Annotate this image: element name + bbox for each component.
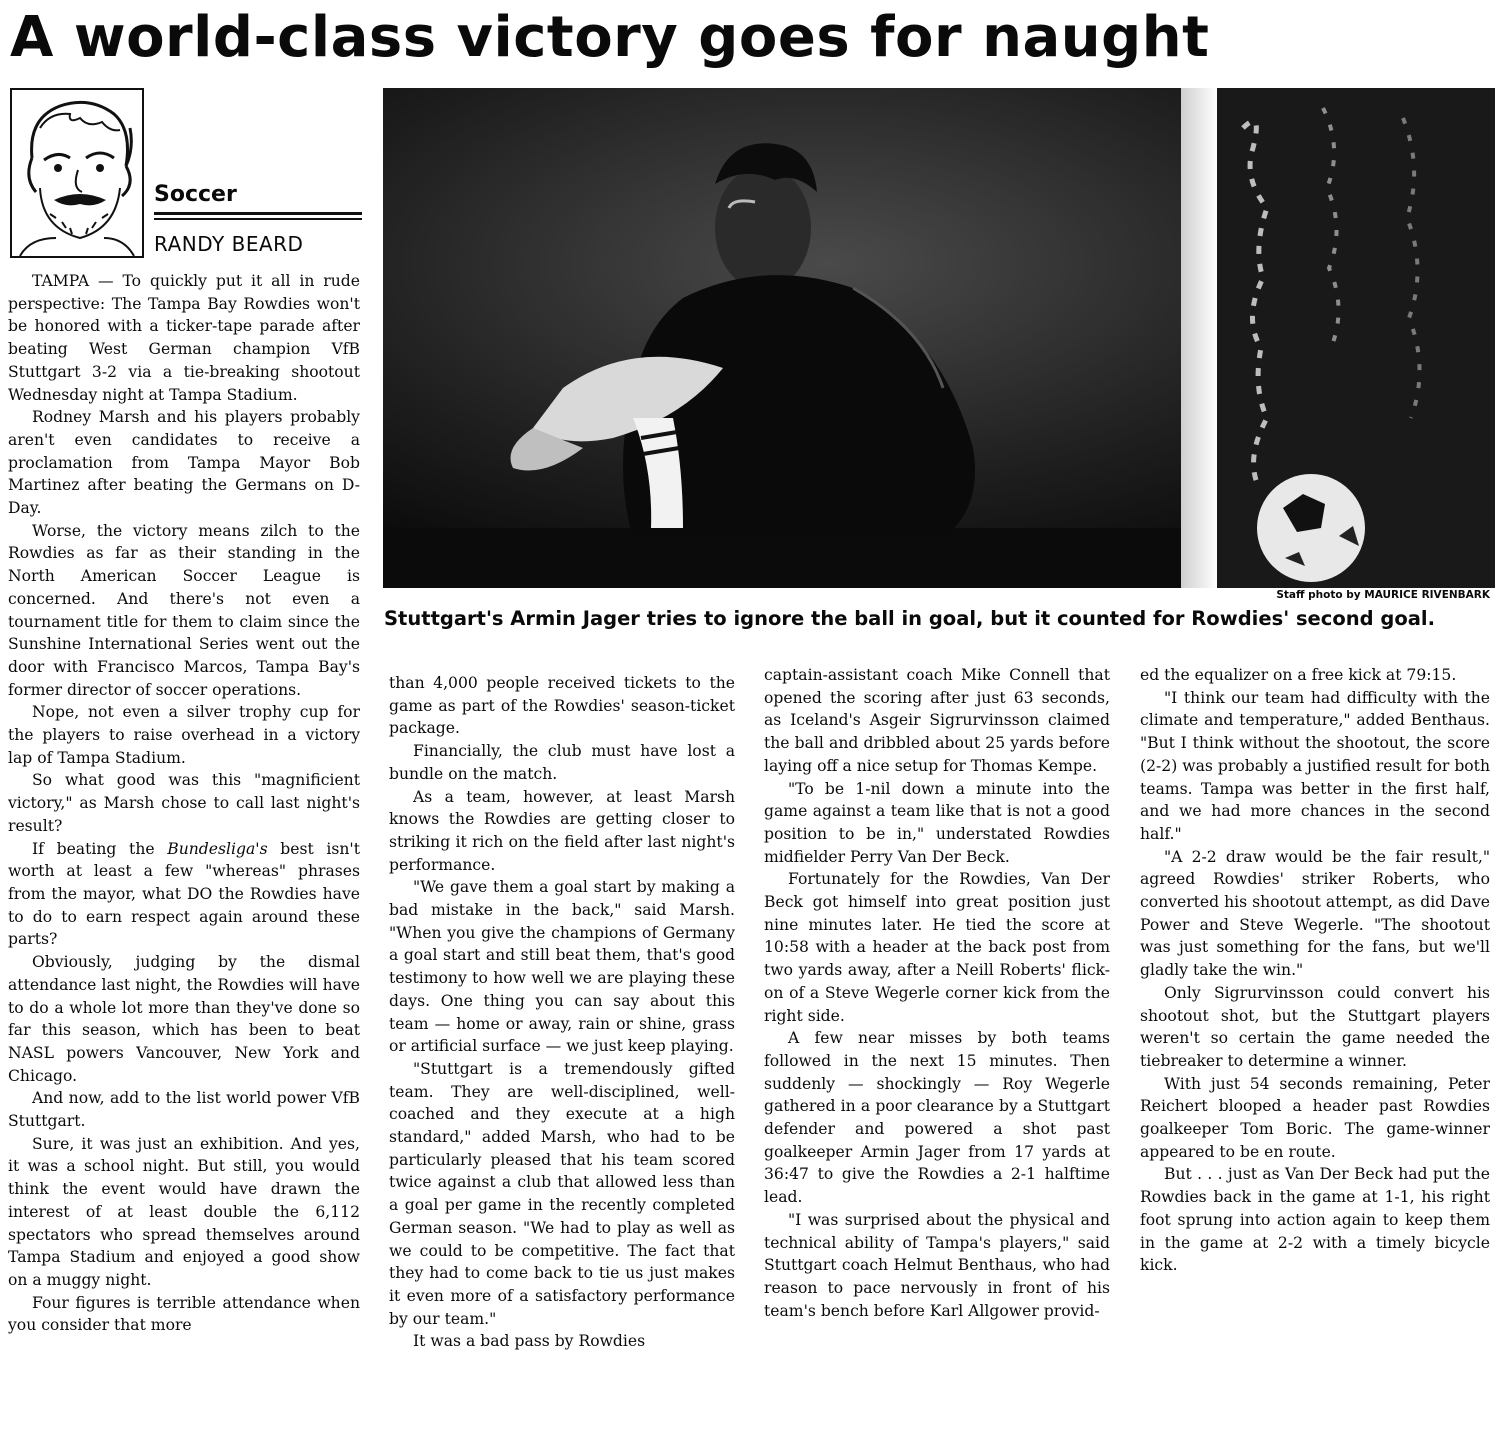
paragraph: Only Sigrurvinsson could convert his shootout shot, but the Stuttgart players weren't so certain the game needed the tiebreaker to determine a winner. <box>1140 983 1490 1070</box>
paragraph: Worse, the victory means zilch to the Rowdies as far as their standing in the North American Soccer League is concerned. And there's not even a tournament title for them to claim since the Sunshine International Series went out the door with Francisco Marcos, Tampa Bay's former director of soccer operations. <box>8 521 360 699</box>
byline: RANDY BEARD <box>154 232 304 256</box>
columnist-portrait-icon <box>10 88 144 258</box>
column-signature <box>6 84 356 264</box>
paragraph: "Stuttgart is a tremendously gifted team. They are well-disciplined, well-coached and they execute at a high standard," added Marsh, who had to be particularly pleased that his team scored twice against a club that allowed less than a goal per game in the recently completed German season. "We had to play as well as we could to be competitive. The fact that they had to come back to tie us just makes it even more of a satisfactory performance by our team." <box>389 1059 735 1328</box>
paragraph: Sure, it was just an exhibition. And yes, it was a school night. But still, you would think the event would have drawn the interest of at least double the 6,112 spectators who spread themselves around Tampa Stadium and enjoyed a good show on a muggy night. <box>8 1134 360 1289</box>
photo-goalkeeper-scene <box>383 88 1495 588</box>
paragraph: It was a bad pass by Rowdies <box>413 1332 646 1351</box>
paragraph: Obviously, judging by the dismal attendance last night, the Rowdies will have to do a whole lot more than they've done so far this season, which has been to beat NASL powers Vancouver, New York and Chicago. <box>8 953 360 1085</box>
photo-credit: Staff photo by MAURICE RIVENBARK <box>1276 589 1490 601</box>
paragraph: Rodney Marsh and his players probably aren't even candidates to receive a proclamation from Tampa Mayor Bob Martinez after beating the Germans on D-Day. <box>8 408 360 518</box>
section-rule-thin <box>154 218 362 220</box>
article-column-1 <box>8 270 360 1425</box>
paragraph: And now, add to the list world power VfB Stuttgart. <box>8 1089 360 1131</box>
paragraph: ed the equalizer on a free kick at 79:15. <box>1140 666 1457 684</box>
paragraph: With just 54 seconds remaining, Peter Reichert blooped a header past Rowdies goalkeeper Tom Boric. The game-winner appeared to be en route. <box>1140 1074 1490 1161</box>
section-label: Soccer <box>154 182 237 207</box>
section-rule <box>154 212 362 215</box>
paragraph: than 4,000 people received tickets to the game as part of the Rowdies' season-ticket package. <box>389 674 735 738</box>
paragraph: "I was surprised about the physical and technical ability of Tampa's players," said Stuttgart coach Helmut Benthaus, who had reason to pace nervously in front of his team's bench before Karl Allgower provid- <box>764 1210 1110 1320</box>
paragraph: "I think our team had difficulty with the climate and temperature," added Benthaus. "But I think without the shootout, the score (2-2) was probably a justified result for both teams. Tampa was better in the first half, and we had more chances in the second half." <box>1140 688 1490 843</box>
headline: A world-class victory goes for naught <box>10 5 1210 70</box>
text-span: best isn't worth at least a few "whereas" phrases from the mayor, what DO the Rowdies have to do to earn respect again around these parts? <box>8 839 360 949</box>
news-photo <box>383 88 1495 588</box>
paragraph: "A 2-2 draw would be the fair result," agreed Rowdies' striker Roberts, who converted his shootout attempt, as did Dave Power and Steve Wegerle. "The shootout was just something for the fans, but we'll gladly take the win." <box>1140 847 1490 980</box>
article-column-2 <box>389 672 735 1425</box>
paragraph: captain-assistant coach Mike Connell that opened the scoring after just 63 seconds, as Iceland's Asgeir Sigrurvinsson claimed the ball and dribbled about 25 yards before laying off a nice setup for Thomas Kempe. <box>764 666 1110 775</box>
paragraph: "To be 1-nil down a minute into the game against a team like that is not a good position to be in," understated Rowdies midfielder Perry Van Der Beck. <box>764 779 1110 866</box>
paragraph: Fortunately for the Rowdies, Van Der Beck got himself into great position just nine minutes later. He tied the score at 10:58 with a header at the back post from two yards away, after a Neill Roberts' flick-on of a Steve Wegerle corner kick from the right side. <box>764 870 1110 1025</box>
paragraph: "We gave them a goal start by making a bad mistake in the back," said Marsh. "When you give the champions of Germany a goal start and still beat them, that's good testimony to how well we are playing these days. One thing you can say about this team — home or away, rain or shine, grass or artificial surface — we just keep playing. <box>389 878 735 1056</box>
italic-term: Bundesliga's <box>167 839 268 858</box>
paragraph: Financially, the club must have lost a bundle on the match. <box>389 742 735 783</box>
paragraph: A few near misses by both teams followed in the next 15 minutes. Then suddenly — shockingly — Roy Wegerle gathered in a poor clearance by a Stuttgart defender and powered a shot past goalkeeper Armin Jager from 17 yards at 36:47 to give the Rowdies a 2-1 halftime lead. <box>764 1029 1110 1207</box>
paragraph <box>8 838 360 952</box>
paragraph: So what good was this "magnificient victory," as Marsh chose to call last night's result? <box>8 771 360 835</box>
photo-caption: Stuttgart's Armin Jager tries to ignore the ball in goal, but it counted for Rowdies' second goal. <box>384 607 1435 630</box>
article-column-3 <box>764 664 1110 1425</box>
paragraph: Nope, not even a silver trophy cup for the players to raise overhead in a victory lap of Tampa Stadium. <box>8 703 360 767</box>
paragraph: But . . . just as Van Der Beck had put the Rowdies back in the game at 1-1, his right foot sprung into action again to keep them in the game at 2-2 with a timely bicycle kick. <box>1140 1165 1490 1275</box>
paragraph: As a team, however, at least Marsh knows the Rowdies are getting closer to striking it rich on the field after last night's performance. <box>389 787 735 874</box>
paragraph: TAMPA — To quickly put it all in rude perspective: The Tampa Bay Rowdies won't be honored with a ticker-tape parade after beating West German champion VfB Stuttgart 3-2 via a tie-breaking shootout Wednesday night at Tampa Stadium. <box>8 272 360 404</box>
article-column-4 <box>1140 664 1490 1425</box>
text-span: If beating the <box>32 839 168 858</box>
paragraph: Four figures is terrible attendance when you consider that more <box>8 1293 360 1335</box>
